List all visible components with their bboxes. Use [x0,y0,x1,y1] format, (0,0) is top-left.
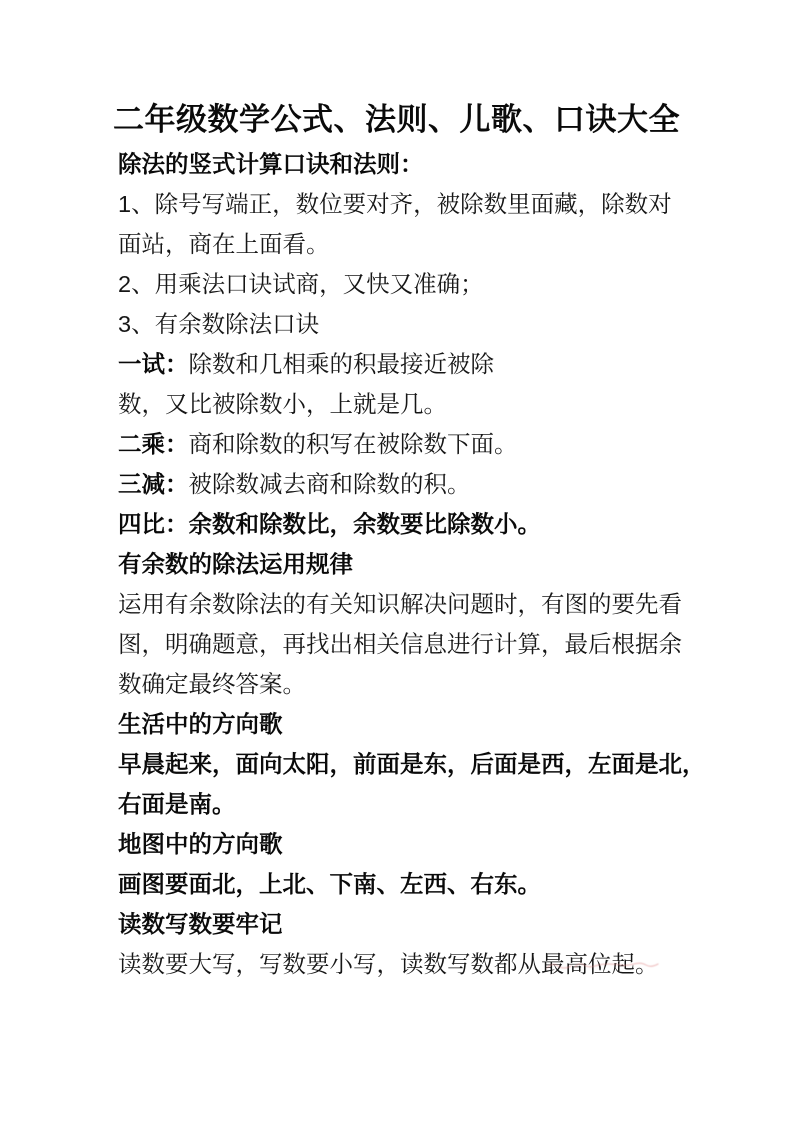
text-segment: 被除数减去商和除数的积。 [188,471,471,497]
text-segment: 面站，商在上面看。 [118,231,330,257]
text-segment: 商和除数的积写在被除数下面。 [188,431,518,457]
text-line [118,262,684,302]
document-content [118,142,706,982]
text-segment: 1、除号写端正，数位要对齐，被除数里面藏，除数对 [118,191,672,217]
section-heading [118,542,684,582]
bold-text-segment: 读数写数要牢记 [118,911,283,937]
text-line [118,622,684,662]
text-segment: 除数和几相乘的积最接近被除 [188,351,494,377]
text-line [118,382,684,422]
text-line [118,422,684,462]
text-segment: 运用有余数除法的有关知识解决问题时，有图的要先看 [118,591,682,617]
bold-text-segment: 生活中的方向歌 [118,711,283,737]
section-heading [118,702,684,742]
text-segment: 读数要大写，写数要小写，读数写数都从最高位起。 [118,951,659,977]
text-line [118,342,684,382]
text-segment: 图，明确题意，再找出相关信息进行计算，最后根据余 [118,631,682,657]
text-segment: 数，又比被除数小，上就是几。 [118,391,447,417]
text-segment: 数确定最终答案。 [118,671,306,697]
text-line [118,182,684,222]
bold-text-segment: 地图中的方向歌 [118,831,283,857]
bold-text-segment: 三减： [118,471,189,497]
document-title: 二年级数学公式、法则、儿歌、口诀大全 [113,102,680,137]
text-segment: 3、有余数除法口诀 [118,311,320,337]
text-line [118,942,684,982]
text-segment: 2、用乘法口诀试商，又快又准确； [118,271,484,297]
text-line [118,302,684,342]
bold-text-segment: 四比：余数和除数比，余数要比除数小。 [118,511,541,537]
text-line [118,782,684,822]
bold-text-segment: 画图要面北，上北、下南、左西、右东。 [118,871,541,897]
bold-text-segment: 二乘： [118,431,189,457]
bold-text-segment: 一试： [118,351,189,377]
text-line [118,662,684,702]
section-heading [118,822,684,862]
section-heading [118,142,684,182]
text-line [118,222,684,262]
text-line [118,462,684,502]
section-heading [118,902,684,942]
text-line [118,742,706,782]
bold-text-segment: 早晨起来，面向太阳，前面是东，后面是西，左面是北， [118,751,706,777]
bold-text-segment: 右面是南。 [118,791,236,817]
bold-text-segment: 有余数的除法运用规律 [118,551,353,577]
bold-text-segment: 除法的竖式计算口诀和法则： [118,151,424,177]
text-line [118,582,684,622]
text-line [118,862,684,902]
text-line [118,502,684,542]
